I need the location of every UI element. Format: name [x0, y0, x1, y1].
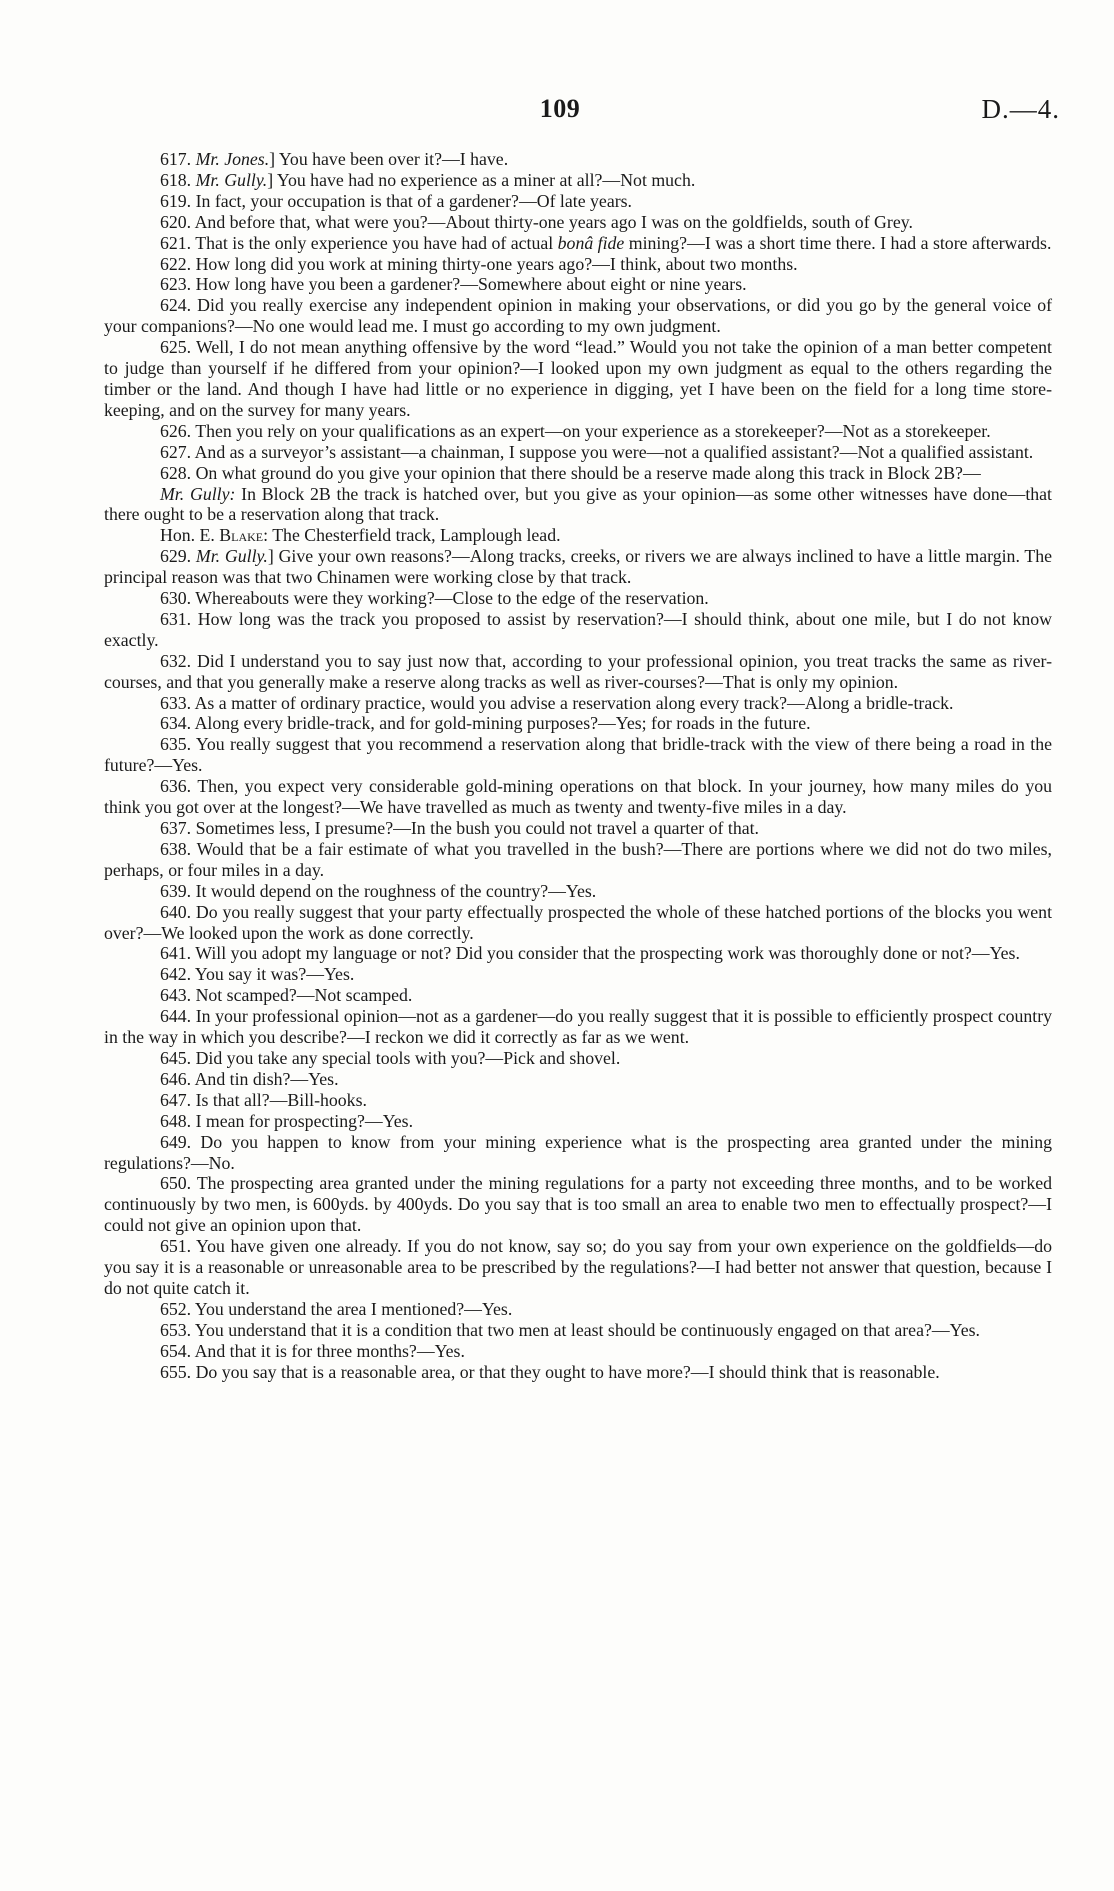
paragraph-627: 627. And as a surveyor’s assistant—a chainman, I suppose you were—not a qualified assistant?—Not a qualified assistant.	[160, 441, 1034, 462]
paragraph-643: 643. Not scamped?—Not scamped.	[160, 985, 413, 1006]
document-reference: D.—4.	[981, 94, 1060, 124]
paragraph-646: 646. And tin dish?—Yes.	[160, 1068, 339, 1089]
paragraph-654: 654. And that it is for three months?—Yes.	[160, 1340, 465, 1361]
paragraph-617: 617. Mr. Jones.] You have been over it?—I have.	[160, 149, 509, 169]
paragraph-650: 650. The prospecting area granted under the mining regulations for a party not exceeding three months, and to be worked continuously by two men, is 600yds. by 400yds. Do you say that is too small an area to enable two men to effectually prospect?—I could not give an opinion upon that.	[104, 1173, 1052, 1236]
paragraph-645: 645. Did you take any special tools with you?—Pick and shovel.	[160, 1047, 621, 1068]
paragraph-619: 619. In fact, your occupation is that of a gardener?—Of late years.	[160, 190, 633, 211]
paragraph-628-gully: Mr. Gully: In Block 2B the track is hatched over, but you give as your opinion—as some other witnesses have done—that there ought to be a reservation along that track.	[104, 483, 1052, 525]
paragraph-633: 633. As a matter of ordinary practice, would you advise a reservation along every track?—Along a bridle-track.	[160, 692, 954, 713]
page-number: 109	[539, 94, 581, 123]
paragraph-629: 629. Mr. Gully.] Give your own reasons?—Along tracks, creeks, or rivers we are always inclined to have a little margin. The principal reason was that two Chinamen were working close by that track.	[104, 546, 1052, 588]
paragraph-639: 639. It would depend on the roughness of the country?—Yes.	[160, 880, 597, 901]
paragraph-651: 651. You have given one already. If you do not know, say so; do you say from your own experience on the goldfields—do you say it is a reasonable or unreasonable area to be prescribed by the regulations?—I had better not answer that question, because I do not quite catch it.	[104, 1236, 1052, 1298]
paragraph-623: 623. How long have you been a gardener?—Somewhere about eight or nine years.	[160, 274, 747, 295]
paragraph-628: 628. On what ground do you give your opinion that there should be a reserve made along this track in Block 2B?—	[160, 462, 981, 483]
paragraph-637: 637. Sometimes less, I presume?—In the bush you could not travel a quarter of that.	[160, 818, 759, 838]
paragraph-652: 652. You understand the area I mentioned?—Yes.	[160, 1298, 513, 1319]
paragraph-641: 641. Will you adopt my language or not? Did you consider that the prospecting work was thoroughly done or not?—Yes.	[160, 943, 1020, 964]
paragraph-628-blake: Hon. E. Blake: The Chesterfield track, Lamplough lead.	[160, 525, 561, 546]
testimony-body	[104, 149, 1052, 1382]
paragraph-624: 624. Did you really exercise any independent opinion in making your observations, or did you go by the general voice of your companions?—No one would lead me. I must go according to my own judgment.	[104, 295, 1053, 337]
paragraph-655: 655. Do you say that is a reasonable area, or that they ought to have more?—I should think that is reasonable.	[160, 1361, 940, 1382]
paragraph-620: 620. And before that, what were you?—About thirty-one years ago I was on the goldfields, south of Grey.	[160, 211, 913, 232]
paragraph-632: 632. Did I understand you to say just now that, according to your professional opinion, you treat tracks the same as river-courses, and that you generally make a reserve along tracks as well as river-courses?—That is only my opinion.	[104, 650, 1052, 692]
paragraph-618: 618. Mr. Gully.] You have had no experience as a miner at all?—Not much.	[160, 169, 696, 190]
paragraph-638: 638. Would that be a fair estimate of what you travelled in the bush?—There are portions where we did not do two miles, perhaps, or four miles in a day.	[104, 838, 1052, 880]
paragraph-653: 653. You understand that it is a condition that two men at least should be continuously engaged on that area?—Yes.	[160, 1319, 980, 1340]
paragraph-644: 644. In your professional opinion—not as a gardener—do you really suggest that it is possible to efficiently prospect country in the way in which you describe?—I reckon we did it correctly as far as we went.	[104, 1006, 1053, 1048]
paragraph-635: 635. You really suggest that you recommend a reservation along that bridle-track with the view of there being a road in the future?—Yes.	[104, 734, 1052, 776]
paragraph-634: 634. Along every bridle-track, and for gold-mining purposes?—Yes; for roads in the future.	[160, 713, 811, 734]
paragraph-648: 648. I mean for prospecting?—Yes.	[160, 1110, 414, 1131]
paragraph-640: 640. Do you really suggest that your party effectually prospected the whole of these hatched portions of the blocks you went over?—We looked upon the work as done correctly.	[104, 901, 1053, 943]
paragraph-630: 630. Whereabouts were they working?—Close to the edge of the reservation.	[160, 588, 709, 609]
paragraph-631: 631. How long was the track you proposed to assist by reservation?—I should think, about one mile, but I do not know exactly.	[104, 608, 1052, 650]
paragraph-636: 636. Then, you expect very considerable gold-mining operations on that block. In your journey, how many miles do you think you got over at the longest?—We have travelled as much as twenty and twenty-five miles in a day.	[104, 776, 1052, 818]
paragraph-642: 642. You say it was?—Yes.	[160, 964, 355, 985]
paragraph-647: 647. Is that all?—Bill-hooks.	[160, 1089, 367, 1110]
paragraph-625: 625. Well, I do not mean anything offensive by the word “lead.” Would you not take the opinion of a man better competent to judge than yourself if he differed from your opinion?—I looked upon my own judgment as equal to the others regarding the timber or the land. And though I have had little or no experience in digging, yet I have been on the field for a long time store-keeping, and on the survey for many years.	[104, 337, 1052, 420]
paragraph-649: 649. Do you happen to know from your mining experience what is the prospecting area granted under the mining regulations?—No.	[104, 1131, 1052, 1173]
paragraph-626: 626. Then you rely on your qualifications as an expert—on your experience as a storekeeper?—Not as a storekeeper.	[160, 420, 991, 441]
paragraph-621: 621. That is the only experience you have had of actual bonâ fide mining?—I was a short time there. I had a store afterwards.	[160, 232, 1052, 253]
paragraph-622: 622. How long did you work at mining thirty-one years ago?—I think, about two months.	[160, 253, 798, 274]
